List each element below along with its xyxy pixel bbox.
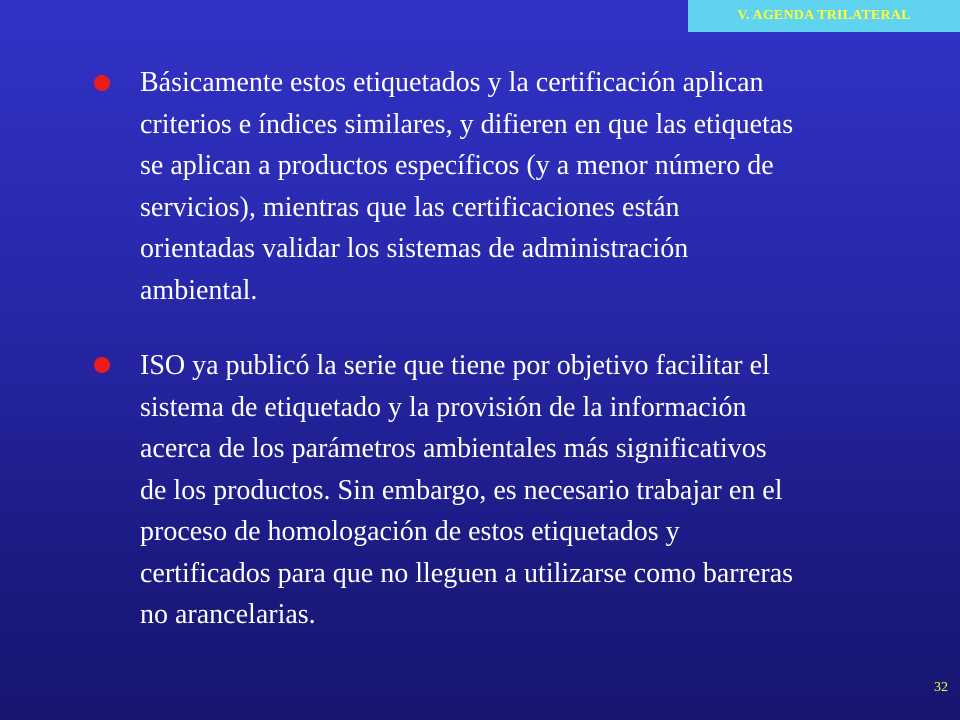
bullet-dot-icon [94,357,110,373]
bullet-paragraph-2: ISO ya publicó la serie que tiene por objetivo facilitar el sistema de etiquetado y la provisión de la información acerca de los parámetros ambientales más significativos de los productos. Sin embargo, es necesario trabajar en el proceso de homologación de estos etiquetados y certificados para que no lleguen a utilizarse como barreras no arancelarias. [140,350,794,630]
bullet-dot-icon [94,75,110,91]
section-header-badge: V. AGENDA TRILATERAL [688,0,960,32]
bullet-paragraph-1: Básicamente estos etiquetados y la certificación aplican criterios e índices similares, y difieren en que las etiquetas se aplican a productos específicos (y a menor número de servicios), mientras que las certificaciones están orientadas validar los sistemas de administración ambiental. [140,67,794,306]
slide-number: 32 [934,680,948,695]
